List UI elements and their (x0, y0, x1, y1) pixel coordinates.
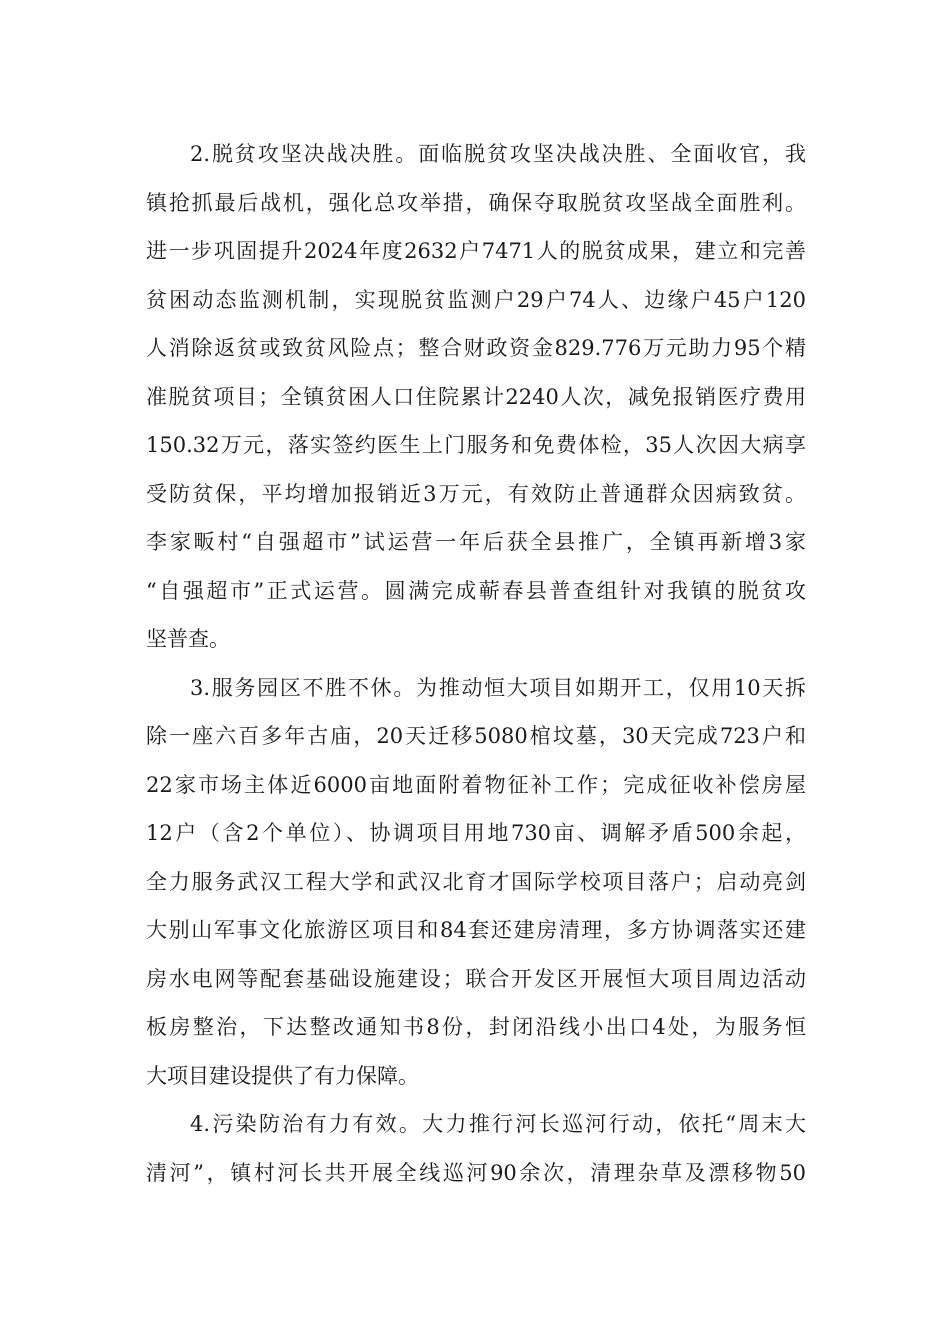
paragraph-line: 除一座六百多年古庙，20天迁移5080棺坟墓，30天完成723户和 (146, 724, 806, 748)
paragraph-line: 3.服务园区不胜不休。为推动恒大项目如期开工，仅用10天拆 (190, 675, 806, 700)
paragraph-line: 大项目建设提供了有力保障。 (146, 1063, 419, 1088)
paragraph-line: “自强超市”正式运营。圆满完成蕲春县普查组针对我镇的脱贫攻 (146, 578, 806, 603)
paragraph-line: 清河”，镇村河长共开展全线巡河90余次，清理杂草及漂移物50 (146, 1160, 806, 1185)
paragraph-line: 大别山军事文化旅游区项目和84套还建房清理，多方协调落实还建 (146, 918, 806, 942)
paragraph-line: 贫困动态监测机制，实现脱贫监测户29户74人、边缘户45户120 (146, 287, 806, 312)
paragraph-line: 2.脱贫攻坚决战决胜。面临脱贫攻坚决战决胜、全面收官，我 (190, 142, 806, 166)
paragraph-line: 准脱贫项目；全镇贫困人口住院累计2240人次，减免报销医疗费用 (146, 384, 806, 409)
paragraph-line: 进一步巩固提升2024年度2632户7471人的脱贫成果，建立和完善 (146, 239, 806, 263)
paragraph-line: 坚普查。 (146, 627, 230, 651)
paragraph-line: 板房整治，下达整改通知书8份，封闭沿线小出口4处，为服务恒 (146, 1015, 806, 1039)
paragraph-park-service (146, 664, 806, 1101)
document-body (146, 130, 806, 1197)
paragraph-poverty-alleviation (146, 130, 806, 664)
paragraph-pollution-control (146, 1100, 806, 1197)
paragraph-line: 受防贫保，平均增加报销近3万元，有效防止普通群众因病致贫。 (146, 481, 806, 506)
paragraph-line: 镇抢抓最后战机，强化总攻举措，确保夺取脱贫攻坚战全面胜利。 (146, 190, 806, 215)
paragraph-line: 全力服务武汉工程大学和武汉北育才国际学校项目落户；启动亮剑 (146, 869, 806, 894)
paragraph-line: 4.污染防治有力有效。大力推行河长巡河行动，依托“周末大 (190, 1112, 806, 1136)
paragraph-line: 房水电网等配套基础设施建设；联合开发区开展恒大项目周边活动 (146, 966, 806, 991)
paragraph-line: 22家市场主体近6000亩地面附着物征补工作；完成征收补偿房屋 (146, 772, 806, 797)
paragraph-line: 李家畈村“自强超市”试运营一年后获全县推广，全镇再新增3家 (146, 530, 806, 554)
paragraph-line: 150.32万元，落实签约医生上门服务和免费体检，35人次因大病享 (146, 433, 806, 457)
paragraph-line: 人消除返贫或致贫风险点；整合财政资金829.776万元助力95个精 (146, 336, 806, 360)
paragraph-line: 12户（含2个单位）、协调项目用地730亩、调解矛盾500余起， (146, 821, 806, 845)
